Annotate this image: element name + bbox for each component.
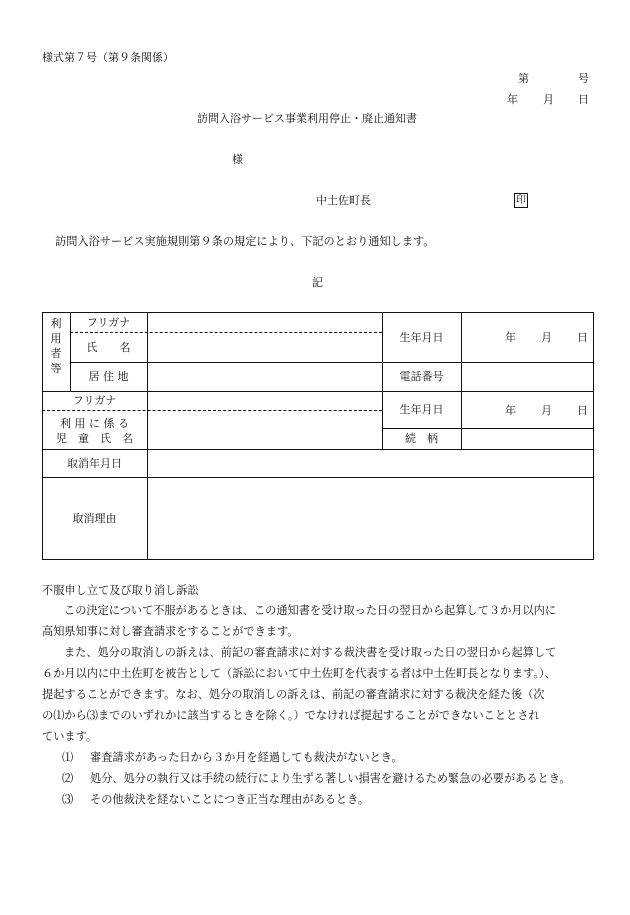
birth-day-label: 日 (577, 331, 588, 344)
address-label: 居 住 地 (88, 370, 129, 383)
relationship-label: 続 柄 (405, 432, 438, 445)
user-group-label: 利 用 者 等 (50, 317, 62, 375)
cancel-date-label: 取消年月日 (67, 456, 122, 470)
appeal-heading: 不服申し立て及び取り消し訴訟 (42, 584, 199, 597)
birthdate-label: 生年月日 (399, 330, 444, 344)
child-birthdate-label: 生年月日 (399, 403, 444, 416)
child-birth-year-label: 年 (505, 404, 516, 417)
form-number: 様式第７号（第９条関係） (42, 51, 174, 64)
appeal-line: の⑴から⑶までのいずれかに該当するときを除く。）でなければ提起することができないこととされ (42, 709, 540, 722)
child-birth-day-label: 日 (577, 404, 588, 417)
furigana-label: フリガナ (86, 315, 131, 329)
date-month-label: 月 (543, 93, 554, 106)
appeal-item: ⑵ 処分、処分の執行又は手続の続行により生ずる著しい損害を避けるため緊急の必要があるとき。 (62, 772, 571, 785)
document-title: 訪問入浴サービス事業利用停止・廃止通知書 (197, 112, 417, 125)
birth-year-label: 年 (505, 331, 516, 344)
child-furigana-label: フリガナ (72, 394, 117, 407)
intro-text: 訪問入浴サービス実施規則第９条の規定により、下記のとおり通知します。 (55, 235, 435, 248)
recipient-suffix: 様 (232, 153, 243, 166)
doc-number-suffix: 号 (578, 72, 589, 85)
doc-number-prefix: 第 (518, 72, 529, 85)
name-label: 氏 名 (86, 340, 131, 354)
date-year-label: 年 (507, 93, 518, 106)
appeal-line: ６か月以内に中土佐町を被告として（訴訟において中土佐町を代表する者は中土佐町長となります。）、 (42, 667, 556, 680)
child-name-label: 利 用 に 係 る 児 童 氏 名 (56, 416, 133, 445)
seal-mark: 印 (514, 193, 528, 208)
appeal-line: 高知県知事に対し審査請求をすることができます。 (42, 625, 299, 638)
appeal-item: ⑴ 審査請求があった日から３か月を経過しても裁決がないとき。 (62, 751, 403, 764)
issuer-name: 中土佐町長 (316, 194, 371, 207)
phone-label: 電話番号 (399, 370, 444, 383)
ki-label: 記 (312, 276, 323, 289)
appeal-line: また、処分の取消しの訴えは、前記の審査請求に対する裁決書を受け取った日の翌日から起算して (64, 646, 557, 659)
date-day-label: 日 (578, 93, 589, 106)
birth-month-label: 月 (541, 331, 552, 344)
appeal-line: この決定について不服があるときは、この通知書を受け取った日の翌日から起算して３か月以内に (64, 604, 557, 617)
appeal-item: ⑶ その他裁決を経ないことにつき正当な理由があるとき。 (62, 793, 370, 806)
appeal-line: 提起することができます。なお、処分の取消しの訴えは、前記の審査請求に対する裁決を経た後（次 (42, 688, 545, 701)
appeal-line: ています。 (42, 730, 98, 743)
cancel-reason-label: 取消理由 (72, 511, 117, 525)
appeal-body (42, 600, 594, 810)
child-birth-month-label: 月 (541, 404, 552, 417)
